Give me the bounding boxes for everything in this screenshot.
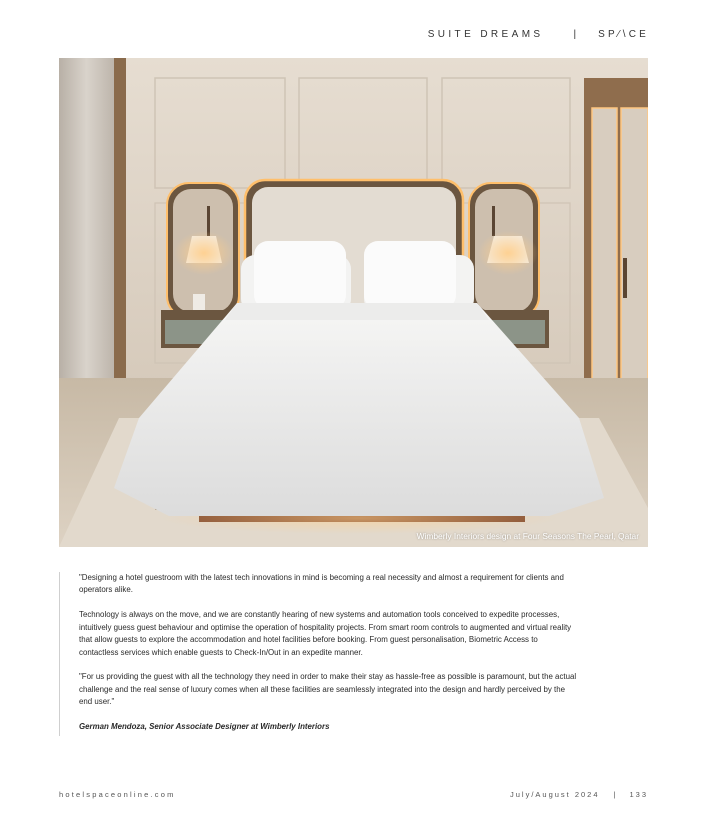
hotel-room-photo <box>59 58 648 547</box>
issue-date: July/August 2024 <box>509 790 600 799</box>
quote-attribution: German Mendoza, Senior Associate Designer at Wimberly Interiors <box>79 722 330 732</box>
magazine-logo: SP⁄\CE <box>598 29 649 40</box>
paragraph-1: "Designing a hotel guestroom with the latest tech innovations in mind is becoming a real necessity and almost a requirement for clients and operators alike. <box>79 573 564 595</box>
paragraph-3: "For us providing the guest with all the technology they need in order to make their stay as hassle-free as possible is paramount, but the actual challenge and the real sense of luxury comes when all these facilities are seamlessly integrated into the design and hardly perceived by the end user." <box>79 672 577 707</box>
page-header <box>428 29 649 40</box>
photo-caption: Wimberly Interiors design at Four Seasons The Pearl, Qatar <box>416 531 639 541</box>
article-body <box>59 572 579 736</box>
page-number: 133 <box>629 790 648 799</box>
header-separator: | <box>573 29 577 40</box>
footer-separator: | <box>613 790 616 799</box>
page-footer-info <box>510 790 648 799</box>
section-title: SUITE DREAMS <box>427 29 544 40</box>
footer-website: hotelspaceonline.com <box>59 790 176 799</box>
bedroom-illustration <box>59 58 648 547</box>
paragraph-2: Technology is always on the move, and we are constantly hearing of new systems and automation tools conceived to expedite processes, intuitively guess guest behaviour and optimise the operation of hospitality projects. From smart room controls to augmented and virtual reality that allow guests to explore the accommodation and hotel facilities before booking. From guest personalisation, Biometric Access to contactless services which enable guests to Check-In/Out in an expedite manner. <box>79 610 572 657</box>
